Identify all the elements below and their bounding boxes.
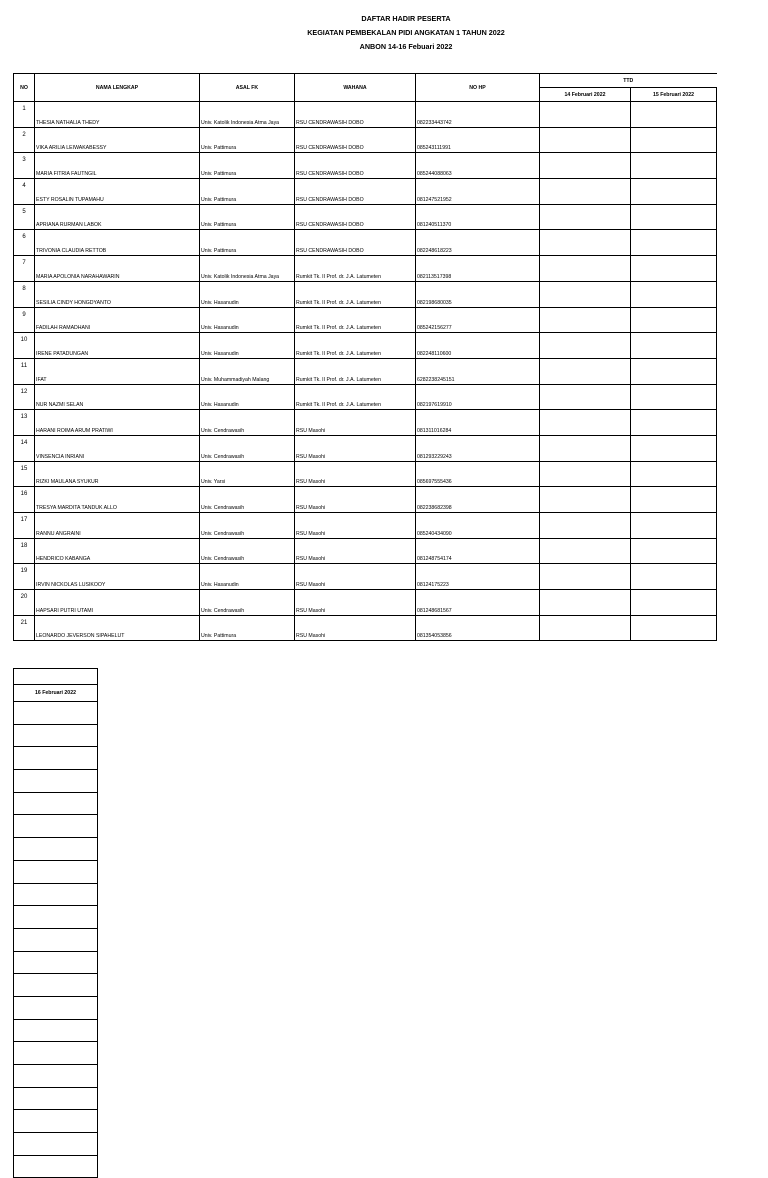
row-number: 1 xyxy=(14,102,35,128)
phone-number: 081240511370 xyxy=(416,204,540,230)
participant-name: LEONARDO JEVERSON SIPAHELUT xyxy=(35,615,200,641)
phone-number: 082248618223 xyxy=(416,230,540,256)
placement-hospital: RSU Masohi xyxy=(295,513,416,539)
row-number: 11 xyxy=(14,358,35,384)
attendance-table xyxy=(13,73,717,641)
signature-cell-day-15[interactable] xyxy=(631,307,717,333)
table-row xyxy=(14,615,717,641)
table-row xyxy=(14,860,98,883)
signature-cell-day-15[interactable] xyxy=(631,281,717,307)
signature-cell-day-15[interactable] xyxy=(631,564,717,590)
placement-hospital: Rumkit Tk. II Prof. dr. J.A. Latumeten xyxy=(295,358,416,384)
placement-hospital: RSU Masohi xyxy=(295,590,416,616)
signature-cell-day-14[interactable] xyxy=(540,615,631,641)
table-row xyxy=(14,179,717,205)
row-number: 21 xyxy=(14,615,35,641)
header-no-hp: NO HP xyxy=(416,74,540,102)
participant-name: MARIA APOLONIA NARAHAWARIN xyxy=(35,256,200,282)
table-row xyxy=(14,815,98,838)
table-row xyxy=(14,1155,98,1178)
phone-number: 085240434090 xyxy=(416,513,540,539)
table-row xyxy=(14,747,98,770)
participant-name: VIKA ARILIA LEIWAKABESSY xyxy=(35,127,200,153)
phone-number: 082238682398 xyxy=(416,487,540,513)
participant-name: RIZKI MAULANA SYUKUR xyxy=(35,461,200,487)
participant-name: THESIA NATHALIA THEDY xyxy=(35,102,200,128)
table-row xyxy=(14,102,717,128)
signature-cell-day-14[interactable] xyxy=(540,513,631,539)
signature-cell-day-14[interactable] xyxy=(540,307,631,333)
phone-number: 082113517398 xyxy=(416,256,540,282)
faculty-origin: Univ. Cendrawasih xyxy=(200,513,295,539)
signature-cell-day-15[interactable] xyxy=(631,230,717,256)
faculty-origin: Univ. Pattimura xyxy=(200,179,295,205)
table-row xyxy=(14,1019,98,1042)
table-row xyxy=(14,127,717,153)
participant-name: TRESYA MARDITA TANDUK ALLO xyxy=(35,487,200,513)
faculty-origin: Univ. Katolik Indonesia Atma Jaya xyxy=(200,102,295,128)
table-row xyxy=(14,792,98,815)
phone-number: 082248110600 xyxy=(416,333,540,359)
phone-number: 082198680035 xyxy=(416,281,540,307)
placement-hospital: RSU CENDRAWASIH DOBO xyxy=(295,204,416,230)
placement-hospital: RSU CENDRAWASIH DOBO xyxy=(295,127,416,153)
signature-cell-day-14[interactable] xyxy=(540,333,631,359)
attendance-rows xyxy=(14,102,717,641)
phone-number: 081247521952 xyxy=(416,179,540,205)
signature-cell-day-14[interactable] xyxy=(540,358,631,384)
table-row xyxy=(14,333,717,359)
signature-cell-day-14[interactable] xyxy=(540,461,631,487)
phone-number: 085243111991 xyxy=(416,127,540,153)
row-number: 15 xyxy=(14,461,35,487)
table-row xyxy=(14,974,98,997)
faculty-origin: Univ. Pattimura xyxy=(200,230,295,256)
participant-name: IFAT xyxy=(35,358,200,384)
participant-name: VINSENCIA INRIANI xyxy=(35,435,200,461)
header-nama-lengkap: NAMA LENGKAP xyxy=(35,74,200,102)
phone-number: 082197619910 xyxy=(416,384,540,410)
phone-number: 085242156277 xyxy=(416,307,540,333)
table-row xyxy=(14,307,717,333)
table-row xyxy=(14,702,98,725)
table-row xyxy=(14,487,717,513)
signature-cell-day-14[interactable] xyxy=(540,590,631,616)
signature-cell-day-15[interactable] xyxy=(631,538,717,564)
placement-hospital: RSU CENDRAWASIH DOBO xyxy=(295,179,416,205)
participant-name: IRVIN NICKOLAS LUSIKOOY xyxy=(35,564,200,590)
signature-cell-day-15[interactable] xyxy=(631,358,717,384)
signature-cell-day-14[interactable] xyxy=(540,179,631,205)
faculty-origin: Univ. Hasanudin xyxy=(200,333,295,359)
phone-number: 085697555436 xyxy=(416,461,540,487)
signature-cell-day-15[interactable] xyxy=(631,333,717,359)
table-row xyxy=(14,384,717,410)
row-number: 20 xyxy=(14,590,35,616)
signature-cell-day-16[interactable] xyxy=(14,1110,98,1133)
phone-number: 081354053856 xyxy=(416,615,540,641)
participant-name: HAPSARI PUTRI UTAMI xyxy=(35,590,200,616)
table-row xyxy=(14,153,717,179)
placement-hospital: Rumkit Tk. II Prof. dr. J.A. Latumeten xyxy=(295,281,416,307)
table-row xyxy=(14,461,717,487)
faculty-origin: Univ. Hasanudin xyxy=(200,564,295,590)
signature-cell-day-16[interactable] xyxy=(14,860,98,883)
participant-name: SESILIA CINDY HONGDYANTO xyxy=(35,281,200,307)
signature-cell-day-15[interactable] xyxy=(631,590,717,616)
signature-cell-day-14[interactable] xyxy=(540,256,631,282)
table-row xyxy=(14,724,98,747)
table-row xyxy=(14,1087,98,1110)
table-row xyxy=(14,590,717,616)
placement-hospital: Rumkit Tk. II Prof. dr. J.A. Latumeten xyxy=(295,384,416,410)
signature-cell-day-14[interactable] xyxy=(540,564,631,590)
signature-cell-day-14[interactable] xyxy=(540,102,631,128)
participant-name: APRIANA RURMAN LABOK xyxy=(35,204,200,230)
header-day-15: 15 Februari 2022 xyxy=(631,88,717,102)
signature-cell-day-14[interactable] xyxy=(540,487,631,513)
faculty-origin: Univ. Pattimura xyxy=(200,127,295,153)
signature-cell-day-16[interactable] xyxy=(14,1019,98,1042)
table-row xyxy=(14,564,717,590)
row-number: 19 xyxy=(14,564,35,590)
signature-cell-day-14[interactable] xyxy=(540,538,631,564)
faculty-origin: Univ. Cendrawasih xyxy=(200,435,295,461)
participant-name: FADILAH RAMADHANI xyxy=(35,307,200,333)
faculty-origin: Univ. Hasanudin xyxy=(200,281,295,307)
signature-cell-day-16[interactable] xyxy=(14,906,98,929)
table-row xyxy=(14,281,717,307)
faculty-origin: Univ. Katolik Indonesia Atma Jaya xyxy=(200,256,295,282)
participant-name: IRENE PATADUNGAN xyxy=(35,333,200,359)
signature-cell-day-16[interactable] xyxy=(14,928,98,951)
signature-cell-day-16[interactable] xyxy=(14,1042,98,1065)
placement-hospital: RSU Masohi xyxy=(295,564,416,590)
signature-cell-day-15[interactable] xyxy=(631,204,717,230)
signature-cell-day-16[interactable] xyxy=(14,974,98,997)
signature-cell-day-15[interactable] xyxy=(631,487,717,513)
placement-hospital: RSU Masohi xyxy=(295,615,416,641)
signature-cell-day-16[interactable] xyxy=(14,1087,98,1110)
row-number: 12 xyxy=(14,384,35,410)
signature-cell-day-16[interactable] xyxy=(14,770,98,793)
signature-cell-day-14[interactable] xyxy=(540,410,631,436)
signature-cell-day-16[interactable] xyxy=(14,702,98,725)
table-row xyxy=(14,883,98,906)
signature-cell-day-14[interactable] xyxy=(540,127,631,153)
signature-cell-day-14[interactable] xyxy=(540,435,631,461)
signature-cell-day-15[interactable] xyxy=(631,435,717,461)
table-row xyxy=(14,906,98,929)
document-title: DAFTAR HADIR PESERTA xyxy=(361,14,451,23)
table-row xyxy=(14,410,717,436)
signature-cell-day-15[interactable] xyxy=(631,513,717,539)
signature-table-top xyxy=(14,669,98,685)
placement-hospital: Rumkit Tk. II Prof. dr. J.A. Latumeten xyxy=(295,256,416,282)
row-number: 3 xyxy=(14,153,35,179)
signature-table-day-16 xyxy=(13,668,98,1178)
faculty-origin: Univ. Cendrawasih xyxy=(200,410,295,436)
table-row xyxy=(14,230,717,256)
table-row xyxy=(14,951,98,974)
participant-name: MARIA FITRIA FAUTNGIL xyxy=(35,153,200,179)
faculty-origin: Univ. Hasanudin xyxy=(200,307,295,333)
phone-number: 08124175223 xyxy=(416,564,540,590)
signature-cell-day-15[interactable] xyxy=(631,127,717,153)
row-number: 16 xyxy=(14,487,35,513)
signature-cell-day-16[interactable] xyxy=(14,1155,98,1178)
header-day-14: 14 Februari 2022 xyxy=(540,88,631,102)
signature-cell-day-14[interactable] xyxy=(540,204,631,230)
row-number: 17 xyxy=(14,513,35,539)
signature-cell-day-16[interactable] xyxy=(14,724,98,747)
header-no: NO xyxy=(14,74,35,102)
participant-name: HARANI ROIMA ARUM PRATIWI xyxy=(35,410,200,436)
signature-cell-day-16[interactable] xyxy=(14,1133,98,1156)
header-wahana: WAHANA xyxy=(295,74,416,102)
row-number: 6 xyxy=(14,230,35,256)
faculty-origin: Univ. Yarsi xyxy=(200,461,295,487)
document-title-block xyxy=(0,12,768,54)
header-ttd: TTD xyxy=(540,74,717,88)
signature-cell-day-16[interactable] xyxy=(14,883,98,906)
signature-cell-day-14[interactable] xyxy=(540,281,631,307)
participant-name: TRIVONIA CLAUDIA RETTOB xyxy=(35,230,200,256)
signature-cell-day-16[interactable] xyxy=(14,792,98,815)
table-row xyxy=(14,538,717,564)
table-row xyxy=(14,928,98,951)
row-number: 9 xyxy=(14,307,35,333)
signature-cell-day-16[interactable] xyxy=(14,996,98,1019)
table-row xyxy=(14,1110,98,1133)
table-row xyxy=(14,513,717,539)
signature-cell-day-16[interactable] xyxy=(14,838,98,861)
row-number: 10 xyxy=(14,333,35,359)
row-number: 14 xyxy=(14,435,35,461)
row-number: 8 xyxy=(14,281,35,307)
table-row xyxy=(14,1133,98,1156)
table-row xyxy=(14,204,717,230)
placement-hospital: RSU CENDRAWASIH DOBO xyxy=(295,153,416,179)
placement-hospital: RSU Masohi xyxy=(295,487,416,513)
faculty-origin: Univ. Cendrawasih xyxy=(200,487,295,513)
signature-cell-day-15[interactable] xyxy=(631,384,717,410)
signature-cell-day-16[interactable] xyxy=(14,815,98,838)
table-row xyxy=(14,770,98,793)
header-asal-fk: ASAL FK xyxy=(200,74,295,102)
signature-cell-day-15[interactable] xyxy=(631,153,717,179)
participant-name: ESTY ROSALIN TUPAMAHU xyxy=(35,179,200,205)
signature-cell-day-16[interactable] xyxy=(14,747,98,770)
participant-name: NUR NAZMI SELAN xyxy=(35,384,200,410)
faculty-origin: Univ. Cendrawasih xyxy=(200,538,295,564)
phone-number: 081248681567 xyxy=(416,590,540,616)
signature-cell-day-16[interactable] xyxy=(14,951,98,974)
signature-cell-day-14[interactable] xyxy=(540,384,631,410)
table-row xyxy=(14,1042,98,1065)
signature-cell-day-15[interactable] xyxy=(631,410,717,436)
row-number: 2 xyxy=(14,127,35,153)
signature-cell-day-15[interactable] xyxy=(631,179,717,205)
signature-cell-day-15[interactable] xyxy=(631,615,717,641)
row-number: 4 xyxy=(14,179,35,205)
placement-hospital: RSU CENDRAWASIH DOBO xyxy=(295,230,416,256)
signature-cell-day-14[interactable] xyxy=(540,153,631,179)
row-number: 7 xyxy=(14,256,35,282)
row-number: 18 xyxy=(14,538,35,564)
signature-cell-day-15[interactable] xyxy=(631,256,717,282)
table-row xyxy=(14,996,98,1019)
phone-number: 081311016284 xyxy=(416,410,540,436)
placement-hospital: Rumkit Tk. II Prof. dr. J.A. Latumeten xyxy=(295,333,416,359)
phone-number: 082233443742 xyxy=(416,102,540,128)
phone-number: 6282238245151 xyxy=(416,358,540,384)
placement-hospital: RSU Masohi xyxy=(295,410,416,436)
faculty-origin: Univ. Hasanudin xyxy=(200,384,295,410)
placement-hospital: RSU CENDRAWASIH DOBO xyxy=(295,102,416,128)
row-number: 13 xyxy=(14,410,35,436)
signature-cell-day-15[interactable] xyxy=(631,461,717,487)
document-date-line: ANBON 14-16 Febuari 2022 xyxy=(359,42,453,51)
participant-name: RANNU ANGRAINI xyxy=(35,513,200,539)
faculty-origin: Univ. Cendrawasih xyxy=(200,590,295,616)
table-row xyxy=(14,435,717,461)
header-day-16: 16 Februari 2022 xyxy=(14,685,98,702)
faculty-origin: Univ. Pattimura xyxy=(200,204,295,230)
faculty-origin: Univ. Pattimura xyxy=(200,153,295,179)
participant-name: HENDRICO KABANGA xyxy=(35,538,200,564)
placement-hospital: RSU Masohi xyxy=(295,461,416,487)
faculty-origin: Univ. Pattimura xyxy=(200,615,295,641)
row-number: 5 xyxy=(14,204,35,230)
placement-hospital: Rumkit Tk. II Prof. dr. J.A. Latumeten xyxy=(295,307,416,333)
phone-number: 081293229243 xyxy=(416,435,540,461)
document-subtitle: KEGIATAN PEMBEKALAN PIDI ANGKATAN 1 TAHUN 2022 xyxy=(307,28,505,37)
placement-hospital: RSU Masohi xyxy=(295,435,416,461)
signature-cell-day-15[interactable] xyxy=(631,102,717,128)
faculty-origin: Univ. Muhammadiyah Malang xyxy=(200,358,295,384)
table-row xyxy=(14,1065,98,1088)
table-row xyxy=(14,358,717,384)
phone-number: 085244088063 xyxy=(416,153,540,179)
table-row xyxy=(14,838,98,861)
phone-number: 081248754174 xyxy=(416,538,540,564)
signature-cell-day-16[interactable] xyxy=(14,1065,98,1088)
placement-hospital: RSU Masohi xyxy=(295,538,416,564)
table-row xyxy=(14,256,717,282)
signature-cell-day-14[interactable] xyxy=(540,230,631,256)
